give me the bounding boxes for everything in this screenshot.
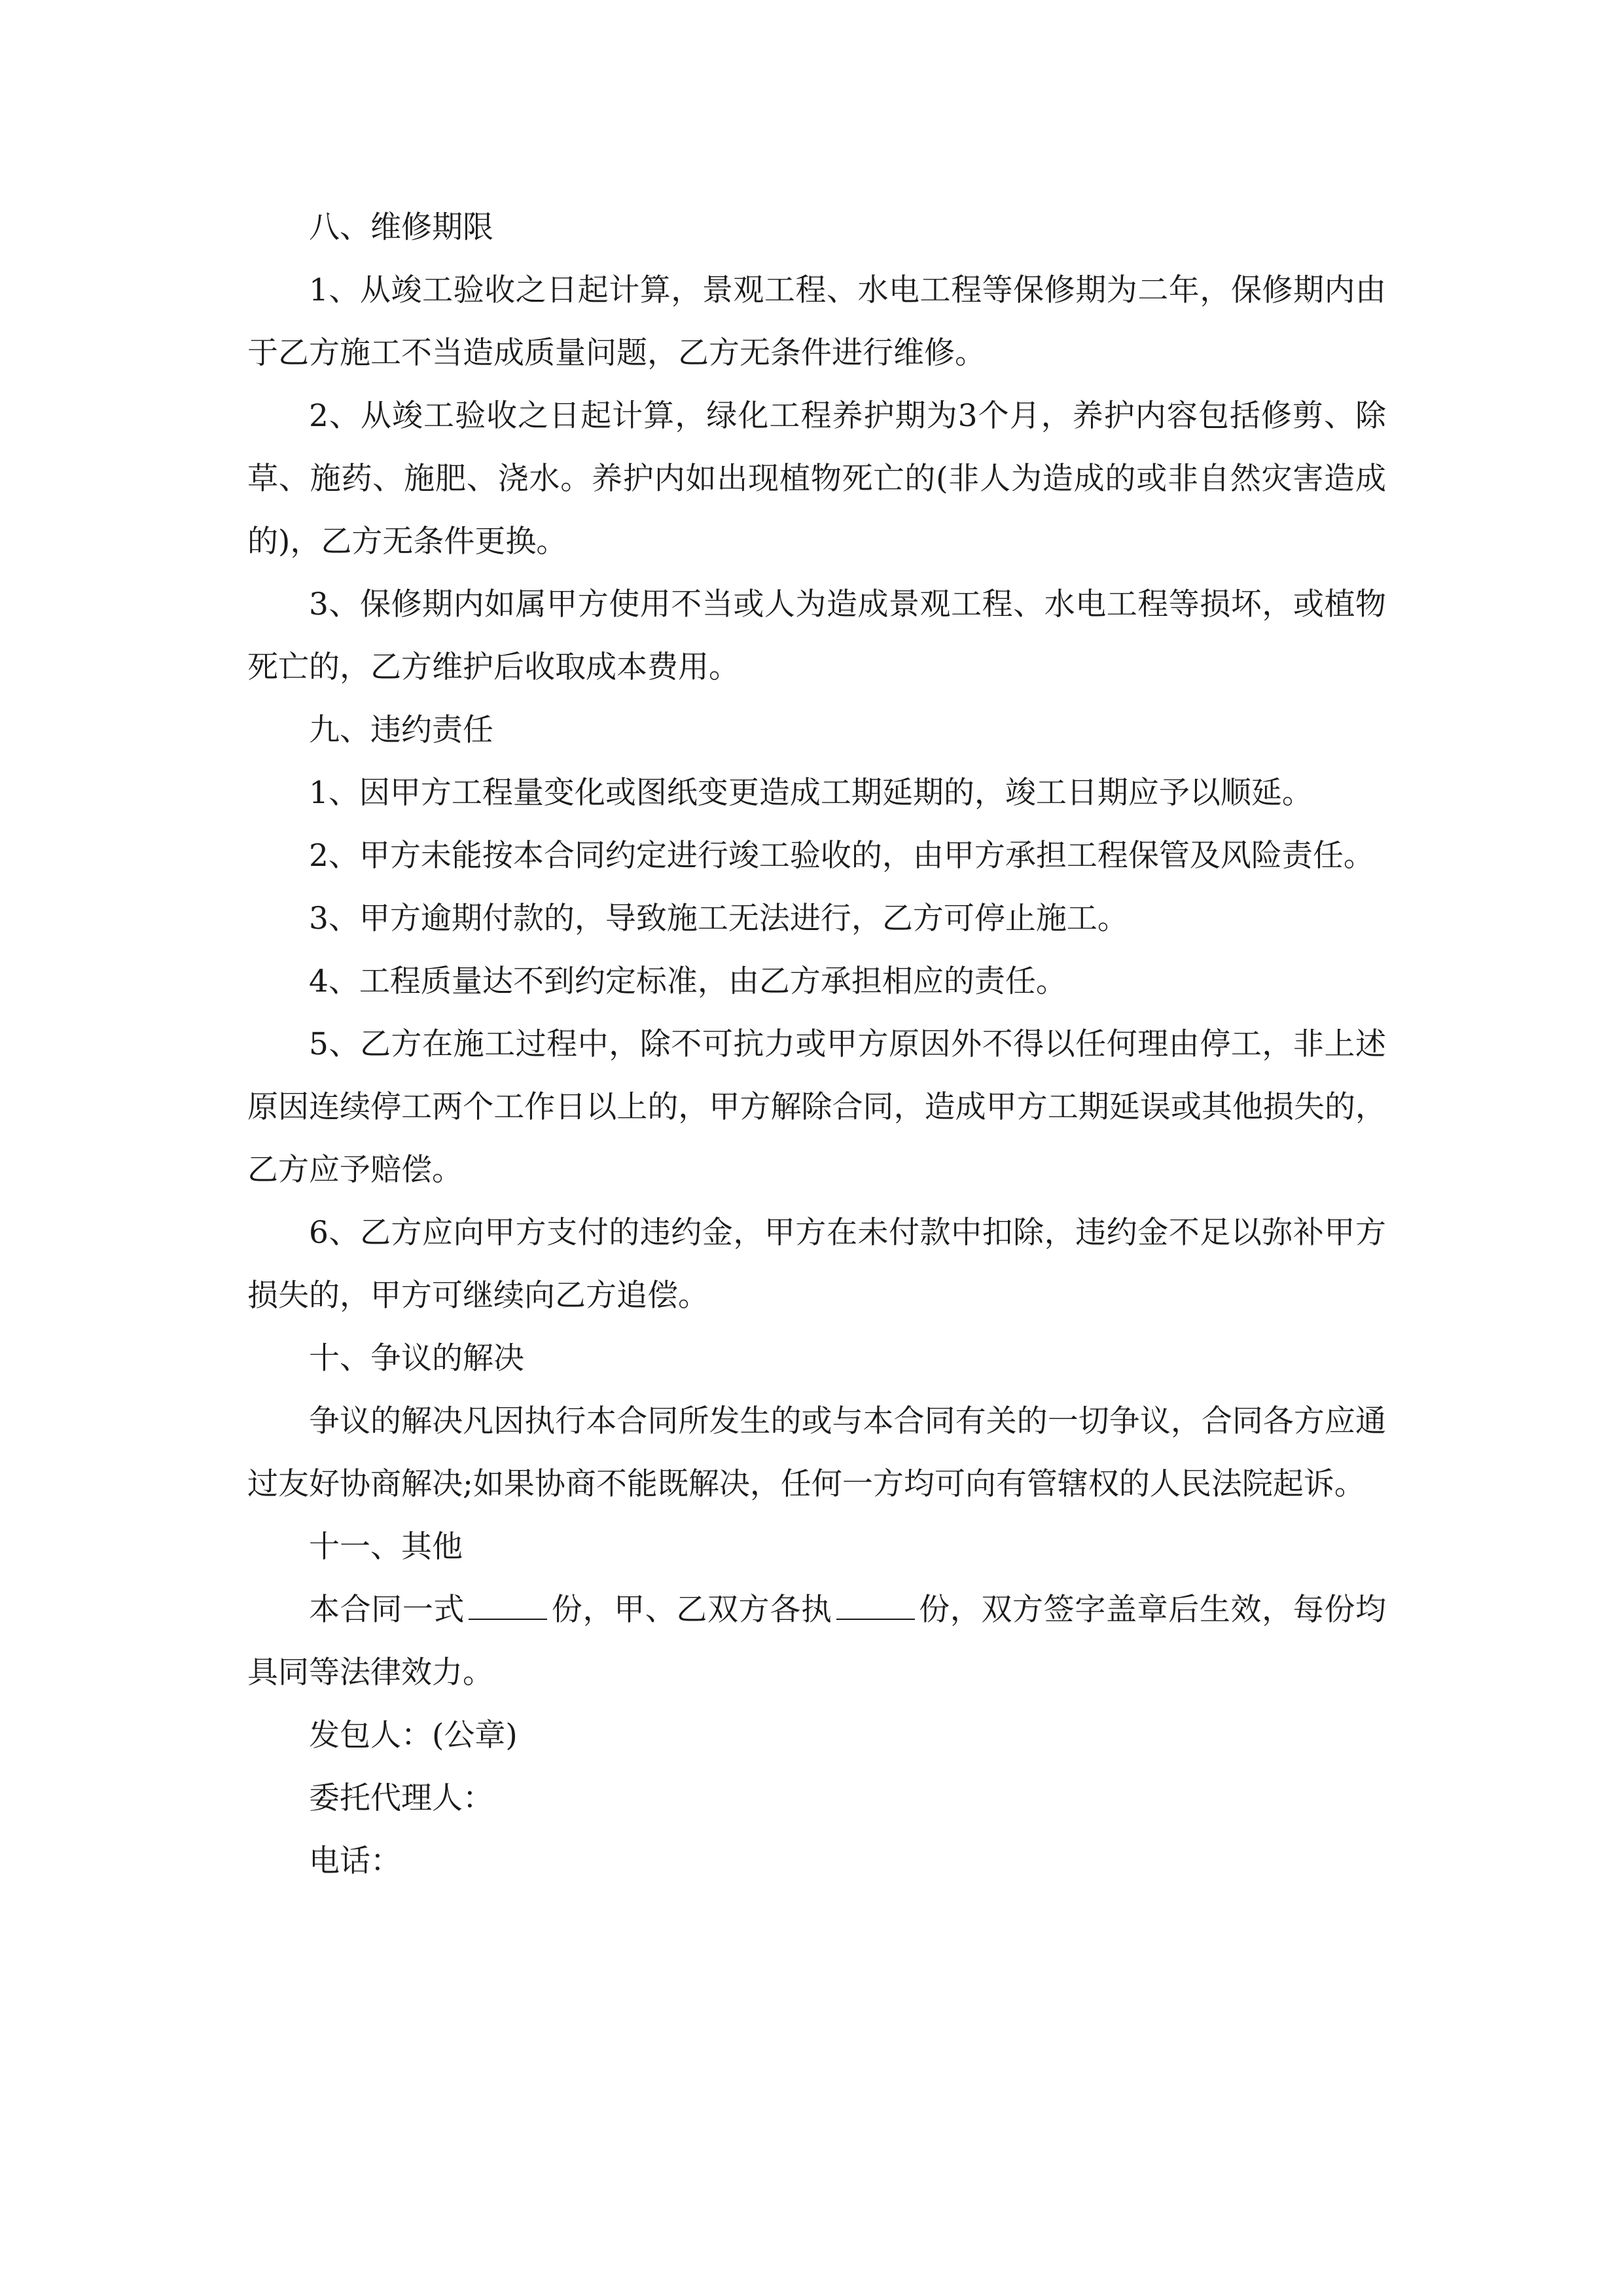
signature-contractor: 发包人：(公章): [309, 1717, 518, 1753]
copies-text-part2: 份，甲、乙双方各执: [551, 1592, 832, 1628]
section-heading-liability: 九、违约责任: [309, 712, 493, 748]
liability-item-1: 1、因甲方工程量变化或图纸变更造成工期延期的，竣工日期应予以顺延。: [309, 775, 1313, 811]
section-heading-other: 十一、其他: [309, 1529, 463, 1565]
section-heading-maintenance: 八、维修期限: [309, 209, 493, 245]
copies-clause: [247, 1579, 1386, 1704]
copies-text-part3: 份，双方签字盖章后生效，每份均具同等法律效力。: [247, 1592, 1387, 1691]
copies-total-blank[interactable]: [469, 1592, 547, 1620]
signature-agent: 委托代理人：: [309, 1780, 493, 1816]
liability-item-6: 6、乙方应向甲方支付的违约金，甲方在未付款中扣除，违约金不足以弥补甲方损失的，甲方可继续向乙方追偿。: [247, 1215, 1386, 1314]
liability-item-3: 3、甲方逾期付款的，导致施工无法进行，乙方可停止施工。: [309, 901, 1128, 937]
copies-each-blank[interactable]: [836, 1592, 915, 1620]
liability-item-5: 5、乙方在施工过程中，除不可抗力或甲方原因外不得以任何理由停工，非上述原因连续停工两个工作日以上的，甲方解除合同，造成甲方工期延误或其他损失的，乙方应予赔偿。: [247, 1026, 1386, 1188]
liability-item-4: 4、工程质量达不到约定标准，由乙方承担相应的责任。: [309, 963, 1067, 999]
maintenance-item-1: 1、从竣工验收之日起计算，景观工程、水电工程等保修期为二年，保修期内由于乙方施工不当造成质量问题，乙方无条件进行维修。: [247, 272, 1386, 371]
section-heading-dispute: 十、争议的解决: [309, 1340, 524, 1376]
copies-text-part1: 本合同一式: [309, 1592, 465, 1628]
dispute-text: 争议的解决凡因执行本合同所发生的或与本合同有关的一切争议，合同各方应通过友好协商解决;如果协商不能既解决，任何一方均可向有管辖权的人民法院起诉。: [247, 1403, 1386, 1502]
signature-phone: 电话：: [309, 1843, 401, 1879]
liability-item-2: 2、甲方未能按本合同约定进行竣工验收的，由甲方承担工程保管及风险责任。: [309, 838, 1374, 874]
maintenance-item-3: 3、保修期内如属甲方使用不当或人为造成景观工程、水电工程等损坏，或植物死亡的，乙方维护后收取成本费用。: [247, 586, 1386, 685]
maintenance-item-2: 2、从竣工验收之日起计算，绿化工程养护期为3个月，养护内容包括修剪、除草、施药、施肥、浇水。养护内如出现植物死亡的(非人为造成的或非自然灾害造成的)，乙方无条件更换。: [247, 398, 1386, 560]
document-page: [247, 196, 1386, 1893]
